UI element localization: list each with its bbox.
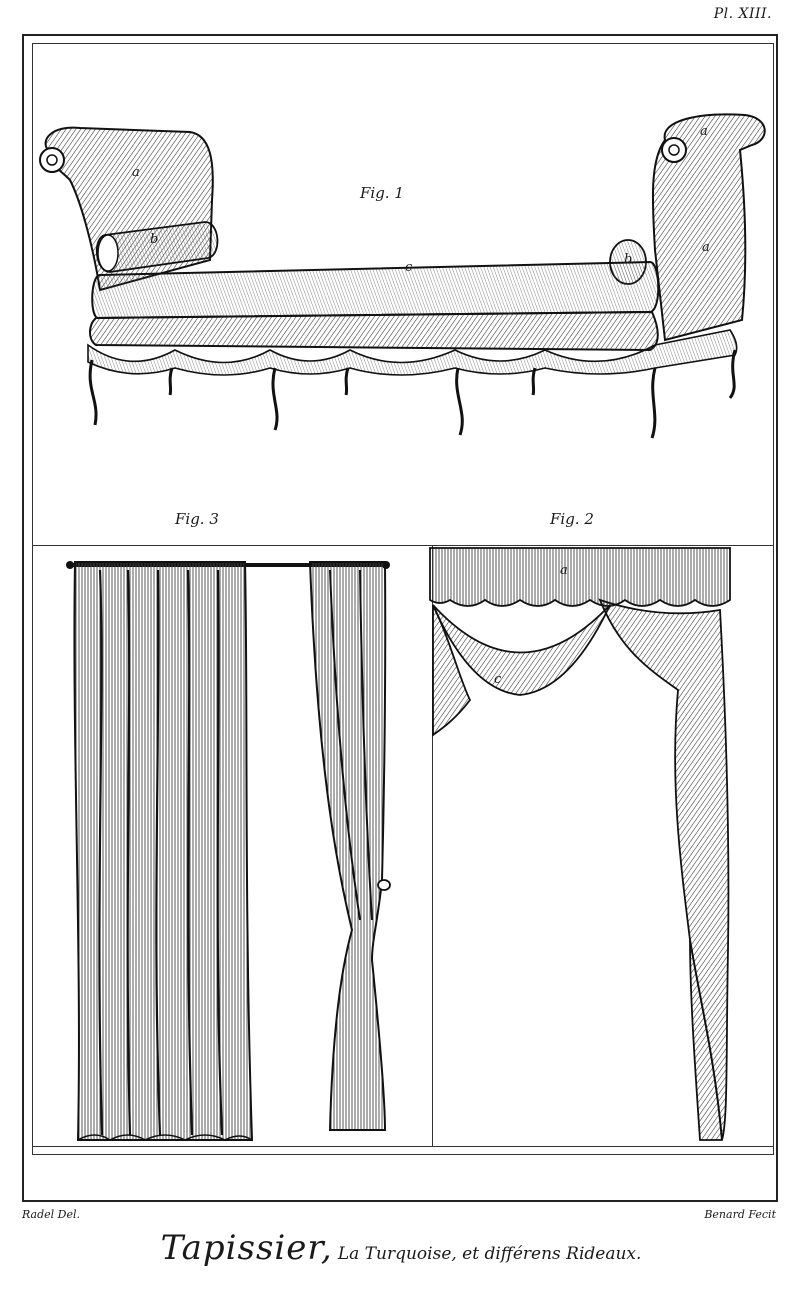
fig3-label: Fig. 3 [175, 510, 219, 528]
plate-number: Pl. XIII. [713, 6, 772, 22]
title-main: Tapissier, [160, 1228, 333, 1268]
fig1-label: Fig. 1 [360, 184, 404, 202]
valance [430, 548, 730, 606]
fig1-letter-a-left: a [132, 165, 140, 180]
plate-title [0, 1228, 802, 1268]
fig1-letter-a-right-top: a [700, 124, 708, 139]
swag-drapery [433, 600, 728, 1140]
credit-engraver: Benard Fecit [704, 1208, 776, 1221]
fig2-label: Fig. 2 [550, 510, 594, 528]
credit-draughtsman: Radel Del. [22, 1208, 81, 1221]
fig2-letter-c: c [494, 672, 502, 687]
fig1-letter-b-left: b [150, 232, 159, 247]
title-subtitle: La Turquoise, et différens Rideaux. [337, 1244, 642, 1264]
fig1-letter-b-right: b [624, 252, 633, 267]
fig1-letter-a-right: a [702, 240, 710, 255]
fig1-letter-c: c [405, 260, 413, 275]
fig2-letter-a: a [560, 563, 568, 578]
